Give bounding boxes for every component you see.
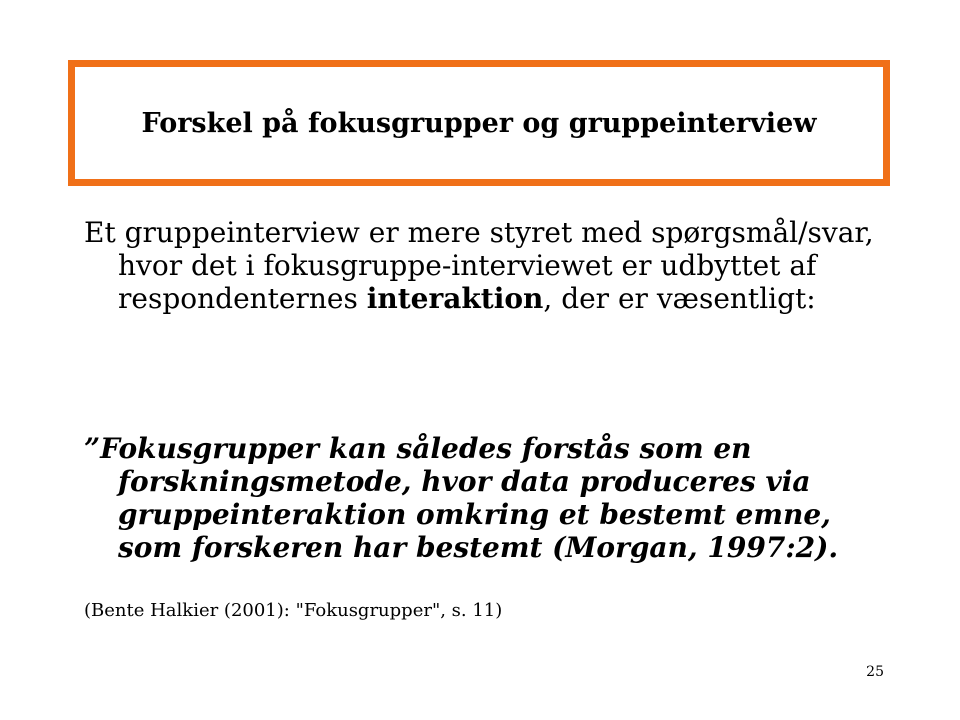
page-number: 25 — [866, 664, 884, 680]
paragraph-group-interview — [84, 216, 878, 315]
slide-title: Forskel på fokusgrupper og gruppeinterview — [141, 107, 817, 139]
morgan-quote: ”Fokusgrupper kan således forstås som en forskningsmetode, hvor data produceres via gruppeinteraktion omkring et bestemt emne, som forskeren har bestemt (Morgan, 1997:2). — [84, 432, 839, 564]
citation: (Bente Halkier (2001): "Fokusgrupper", s. 11) — [84, 600, 503, 621]
title-box — [68, 60, 890, 186]
emphasis-interaktion: interaktion — [366, 282, 544, 315]
paragraph-text-start: Et gruppeinterview er mere styret med spørgsmål/svar, hvor det i fokusgruppe-interviewet er udbyttet af respondenternes — [84, 216, 874, 315]
paragraph-text-end: , der er væsentligt: — [543, 282, 816, 315]
